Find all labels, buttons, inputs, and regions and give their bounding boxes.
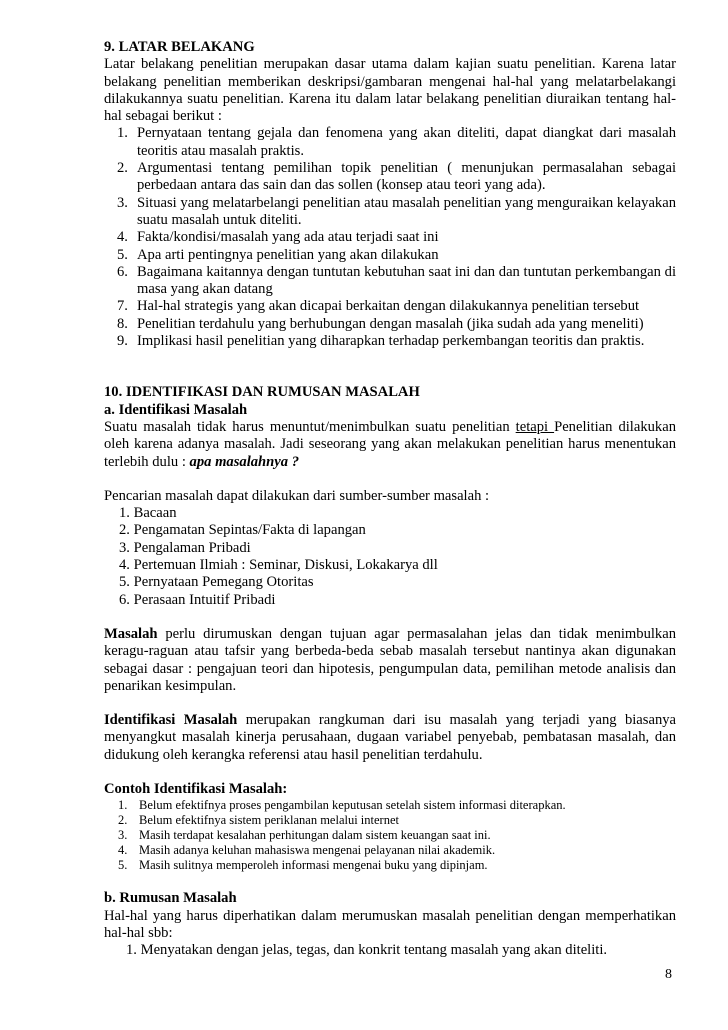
list-number: 1. bbox=[117, 125, 128, 142]
examples-list bbox=[104, 798, 676, 873]
underlined-word: tetapi bbox=[515, 418, 555, 435]
list-item: 6. Perasaan Intuitif Pribadi bbox=[119, 591, 276, 608]
list-item bbox=[104, 843, 676, 858]
masalah-paragraph bbox=[104, 626, 676, 695]
subsection-a-heading: a. Identifikasi Masalah bbox=[104, 401, 248, 418]
list-item: 1. Bacaan bbox=[119, 505, 177, 522]
list-text: Bagaimana kaitannya dengan tuntutan kebutuhan saat ini dan dan tuntutan perkembangan di masa yang akan datang bbox=[137, 263, 676, 298]
rumusan-list bbox=[104, 942, 676, 959]
list-text: Hal-hal strategis yang akan dicapai berkaitan dengan dilakukannya penelitian tersebut bbox=[137, 298, 640, 315]
list-text: Penelitian terdahulu yang berhubungan dengan masalah (jika sudah ada yang meneliti) bbox=[137, 315, 644, 332]
subsection-b-heading: b. Rumusan Masalah bbox=[104, 890, 237, 907]
list-text: Belum efektifnya sistem periklanan melalui internet bbox=[139, 813, 399, 828]
list-item bbox=[104, 247, 676, 264]
list-item bbox=[104, 195, 676, 230]
list-item bbox=[104, 264, 676, 299]
list-item bbox=[104, 333, 676, 350]
para-text: merupakan rangkuman dari isu masalah yang terjadi yang biasanya menyangkut masalah kinerja perusahaan, dugaan variabel penyebab, pembatasan masalah, dan didukung oleh kerangka referensi atau hasil penelitian terdahulu. bbox=[104, 712, 677, 763]
section-9-heading: 9. LATAR BELAKANG bbox=[104, 39, 255, 55]
para-text: Suatu masalah tidak harus menuntut/menimbulkan suatu penelitian bbox=[104, 418, 516, 435]
list-item bbox=[104, 160, 676, 195]
list-number: 9. bbox=[117, 333, 128, 350]
identification-paragraph bbox=[104, 419, 676, 471]
list-item bbox=[104, 858, 676, 873]
list-text: Pernyataan tentang gejala dan fenomena yang akan diteliti, dapat diangkat dari masalah teoritis atau masalah praktis. bbox=[137, 125, 676, 159]
list-text: Fakta/kondisi/masalah yang ada atau terjadi saat ini bbox=[137, 229, 439, 246]
list-item bbox=[104, 798, 676, 813]
rumusan-intro: Hal-hal yang harus diperhatikan dalam merumuskan masalah penelitian dengan memperhatikan hal-hal sbb: bbox=[104, 907, 676, 941]
page-number: 8 bbox=[665, 967, 672, 982]
list-number: 6. bbox=[117, 263, 128, 280]
list-item: 4. Pertemuan Ilmiah : Seminar, Diskusi, Lokakarya dll bbox=[119, 557, 438, 574]
list-item bbox=[104, 813, 676, 828]
list-text: Masih adanya keluhan mahasiswa mengenai pelayanan nilai akademik. bbox=[139, 843, 496, 858]
list-item: 1. Menyatakan dengan jelas, tegas, dan konkrit tentang masalah yang akan diteliti. bbox=[126, 942, 608, 959]
list-number: 3. bbox=[117, 194, 128, 211]
bold-term: Masalah bbox=[104, 625, 158, 642]
background-list bbox=[104, 125, 676, 350]
list-item bbox=[104, 229, 676, 246]
list-number: 4. bbox=[118, 843, 128, 858]
list-text: Apa arti pentingnya penelitian yang akan dilakukan bbox=[137, 246, 439, 263]
list-text: Masih sulitnya memperoleh informasi mengenai buku yang dipinjam. bbox=[139, 858, 488, 873]
bold-term: Identifikasi Masalah bbox=[104, 712, 238, 729]
list-number: 1. bbox=[118, 798, 128, 813]
list-text: Belum efektifnya proses pengambilan keputusan setelah sistem informasi diterapkan. bbox=[139, 798, 566, 813]
list-number: 7. bbox=[117, 298, 128, 315]
list-text: Argumentasi tentang pemilihan topik penelitian ( menunjukan permasalahan sebagai perbedaan antara das sain dan das sollen (konsep atau teori yang ada). bbox=[137, 160, 676, 194]
list-item bbox=[104, 316, 676, 333]
list-number: 3. bbox=[118, 828, 128, 843]
list-item bbox=[104, 828, 676, 843]
section-10-heading: 10. IDENTIFIKASI DAN RUMUSAN MASALAH bbox=[104, 384, 420, 401]
list-item bbox=[104, 125, 676, 160]
list-item: 2. Pengamatan Sepintas/Fakta di lapangan bbox=[119, 522, 366, 539]
list-number: 2. bbox=[117, 160, 128, 177]
list-number: 4. bbox=[117, 229, 128, 246]
list-text: Masih terdapat kesalahan perhitungan dalam sistem keuangan saat ini. bbox=[139, 828, 491, 843]
list-number: 2. bbox=[118, 813, 128, 828]
document-page bbox=[104, 39, 676, 959]
examples-heading: Contoh Identifikasi Masalah: bbox=[104, 780, 288, 797]
section-9-intro: Latar belakang penelitian merupakan dasar utama dalam kajian suatu penelitian. Karena latar belakang penelitian memberikan deskripsi/gambaran mengenai hal-hal yang melatarbelakangi dilakukannya suatu penelitian. Karena itu dalam latar belakang penelitian diuraikan tentang hal-hal sebagai berikut : bbox=[104, 56, 676, 125]
sources-intro: Pencarian masalah dapat dilakukan dari sumber-sumber masalah : bbox=[104, 487, 490, 504]
sources-list bbox=[104, 505, 676, 609]
para-text: Penelitian dilakukan oleh karena adanya masalah. Jadi seseorang yang akan melakukan penelitian harus menentukan terlebih dulu : bbox=[104, 418, 676, 470]
identifikasi-paragraph bbox=[104, 712, 676, 764]
list-text: Implikasi hasil penelitian yang diharapkan terhadap perkembangan teoritis dan praktis. bbox=[137, 333, 645, 350]
list-item bbox=[104, 298, 676, 315]
para-text: perlu dirumuskan dengan tujuan agar permasalahan jelas dan tidak menimbulkan keragu-raguan atau tafsir yang berbeda-beda sebab masalah tersebut nantinya akan digunakan sebagai dasar : pengajuan teori dan hipotesis, pengumpulan data, pemilihan metode analisis dan penarikan kesimpulan. bbox=[104, 625, 676, 694]
list-number: 5. bbox=[117, 246, 128, 263]
emphasis-question: apa masalahnya ? bbox=[189, 453, 299, 470]
list-number: 8. bbox=[117, 315, 128, 332]
list-item: 5. Pernyataan Pemegang Otoritas bbox=[119, 574, 314, 591]
list-item: 3. Pengalaman Pribadi bbox=[119, 539, 251, 556]
list-number: 5. bbox=[118, 858, 128, 873]
list-text: Situasi yang melatarbelangi penelitian atau masalah penelitian yang menguraikan kelayakan suatu masalah untuk diteliti. bbox=[137, 194, 676, 228]
